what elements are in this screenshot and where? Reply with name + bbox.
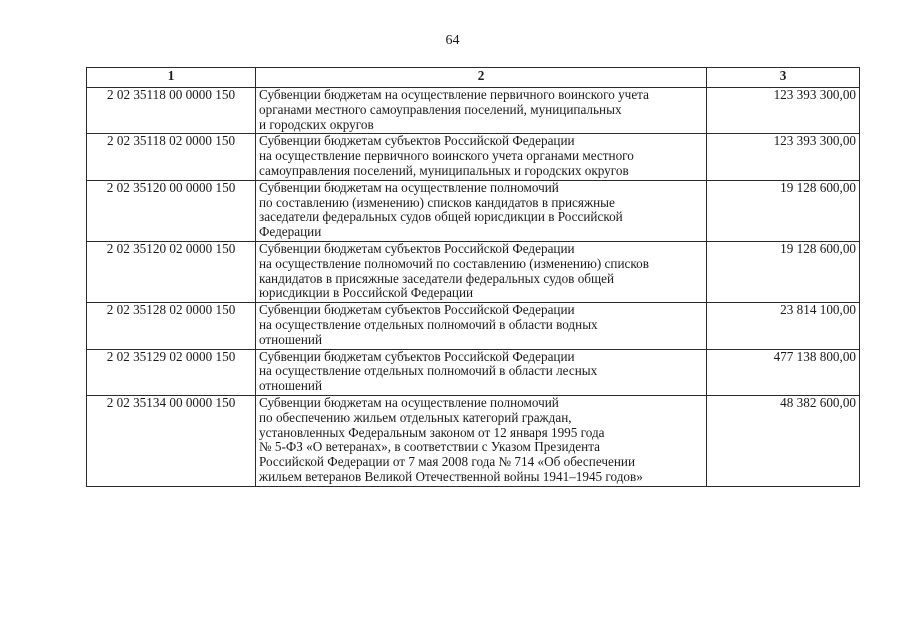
table-body [87,88,860,487]
description-line: Субвенции бюджетам субъектов Российской Федерации [259,302,575,318]
description-line: Субвенции бюджетам субъектов Российской Федерации [259,240,575,256]
header-col-3: 3 [707,68,860,88]
description-line: Федерации [259,224,322,240]
budget-code: 2 02 35118 00 0000 150 [87,88,256,134]
description-line: Субвенции бюджетам на осуществление первичного воинского учета [259,87,649,102]
budget-code: 2 02 35134 00 0000 150 [87,395,256,486]
budget-table [86,67,860,487]
description [256,180,707,241]
description-line: Субвенции бюджетам субъектов Российской Федерации [259,348,575,364]
amount: 19 128 600,00 [707,180,860,241]
amount: 477 138 800,00 [707,349,860,395]
description-line: отношений [259,378,323,394]
table-row [87,88,860,134]
header-col-2: 2 [256,68,707,88]
description-line: на осуществление отдельных полномочий в области водных [259,316,598,332]
description-line: на осуществление отдельных полномочий в области лесных [259,363,598,379]
amount: 123 393 300,00 [707,134,860,180]
header-col-1: 1 [87,68,256,88]
table-row [87,180,860,241]
description [256,395,707,486]
header-row [87,68,860,88]
description-line: Российской Федерации от 7 мая 2008 года № 714 «Об обеспечении [259,454,636,470]
description-line: заседатели федеральных судов общей юрисдикции в Российской [259,209,623,225]
description-line: и городских округов [259,116,374,132]
description-line: № 5-ФЗ «О ветеранах», в соответствии с Указом Президента [259,439,600,455]
table-row [87,303,860,349]
description-line: по обеспечению жильем отдельных категорий граждан, [259,409,572,425]
page-number: 64 [445,33,460,48]
description-line: жильем ветеранов Великой Отечественной войны 1941–1945 годов» [259,468,643,484]
amount: 19 128 600,00 [707,241,860,302]
description-line: органами местного самоуправления поселений, муниципальных [259,101,622,117]
description-line: отношений [259,331,323,347]
description [256,134,707,180]
description-line: на осуществление полномочий по составлению (изменению) списков [259,255,649,271]
description-line: Субвенции бюджетам субъектов Российской Федерации [259,133,575,149]
description-line: на осуществление первичного воинского учета органами местного [259,148,634,164]
table-header [87,68,860,88]
budget-code: 2 02 35128 02 0000 150 [87,303,256,349]
description-line: установленных Федеральным законом от 12 января 1995 года [259,424,605,440]
description-line: самоуправления поселений, муниципальных и городских округов [259,162,629,178]
description-line: кандидатов в присяжные заседатели федеральных судов общей [259,270,615,286]
amount: 48 382 600,00 [707,395,860,486]
description [256,303,707,349]
table-row [87,349,860,395]
amount: 123 393 300,00 [707,88,860,134]
budget-code: 2 02 35118 02 0000 150 [87,134,256,180]
table-row [87,241,860,302]
budget-code: 2 02 35120 02 0000 150 [87,241,256,302]
description [256,241,707,302]
description-line: Субвенции бюджетам на осуществление полномочий [259,179,559,195]
description [256,88,707,134]
budget-code: 2 02 35129 02 0000 150 [87,349,256,395]
description-line: Субвенции бюджетам на осуществление полномочий [259,394,559,410]
amount: 23 814 100,00 [707,303,860,349]
table-row [87,134,860,180]
table-row [87,395,860,486]
description-line: по составлению (изменению) списков кандидатов в присяжные [259,194,615,210]
budget-code: 2 02 35120 00 0000 150 [87,180,256,241]
description [256,349,707,395]
description-line: юрисдикции в Российской Федерации [259,285,474,301]
